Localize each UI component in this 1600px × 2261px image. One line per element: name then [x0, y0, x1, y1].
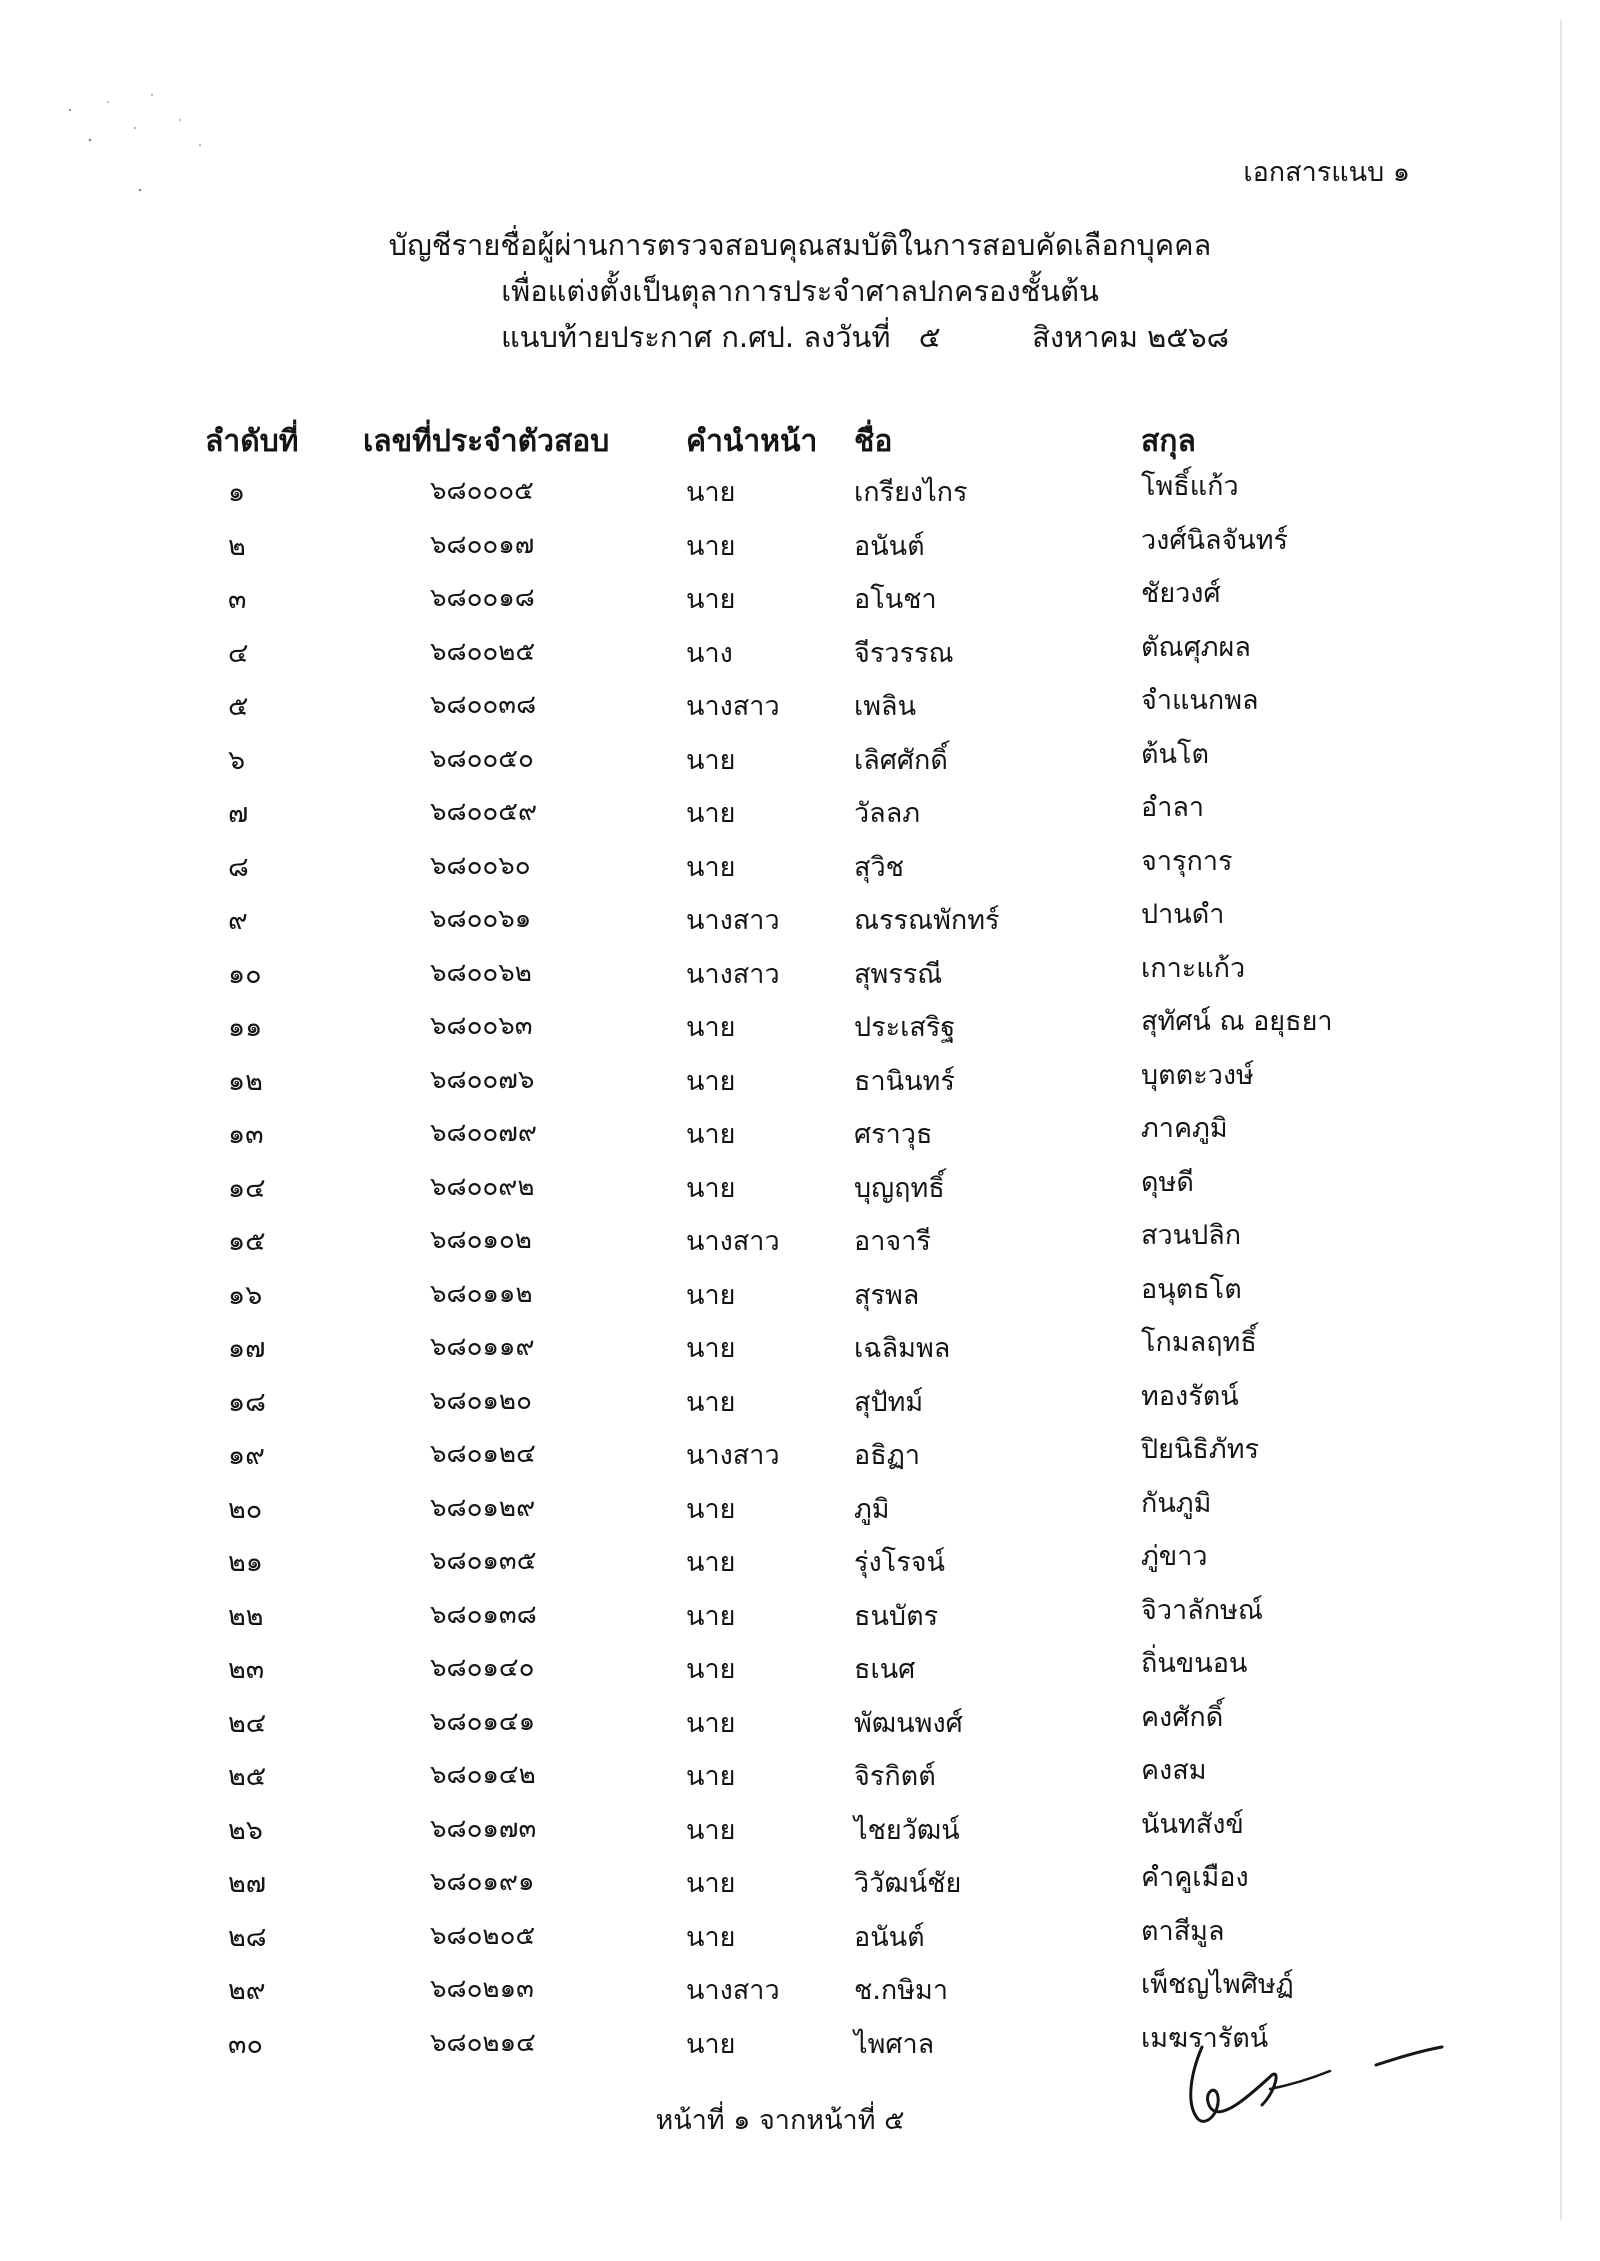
row-no: ๑๔	[228, 1172, 266, 1204]
row-last-name: ปิยนิธิภัทร	[1141, 1434, 1259, 1465]
row-exam-id: ๖๘๐๑๑๒	[430, 1278, 533, 1309]
row-title: นาย	[686, 1761, 736, 1792]
row-exam-id: ๖๘๐๐๖๓	[430, 1011, 533, 1041]
row-first-name: เพลิน	[854, 691, 917, 722]
row-exam-id: ๖๘๐๑๒๐	[430, 1385, 532, 1416]
row-last-name: คงศักดิ์	[1141, 1701, 1224, 1733]
row-last-name: ภาคภูมิ	[1141, 1113, 1228, 1144]
row-exam-id: ๖๘๐๑๙๑	[430, 1867, 535, 1897]
row-exam-id: ๖๘๐๒๑๔	[430, 2027, 536, 2058]
row-exam-id: ๖๘๐๐๑๗	[430, 529, 535, 560]
table-row	[0, 1273, 1600, 1327]
row-no: ๑๘	[228, 1386, 266, 1418]
table-row	[0, 1754, 1600, 1808]
row-exam-id: ๖๘๐๐๗๙	[430, 1118, 537, 1148]
row-first-name: วัลลภ	[854, 798, 921, 829]
row-title: นาย	[686, 1868, 736, 1899]
row-exam-id: ๖๘๐๑๑๙	[430, 1332, 535, 1362]
table-row	[0, 577, 1600, 631]
row-title: นาย	[686, 744, 736, 776]
row-no: ๒๔	[228, 1707, 267, 1739]
row-first-name: ณรรณพักทร์	[854, 905, 1000, 936]
row-first-name: ช.กษิมา	[854, 1975, 949, 2006]
table-row	[0, 1059, 1600, 1113]
row-last-name: ดุษดี	[1141, 1166, 1194, 1198]
title-line-1: บัญชีรายชื่อผู้ผ่านการตรวจสอบคุณสมบัติในการสอบคัดเลือกบุคคล	[388, 228, 1212, 262]
row-no: ๒	[228, 530, 246, 562]
row-exam-id: ๖๘๐๐๙๒	[430, 1171, 535, 1202]
row-first-name: สุพรรณี	[854, 958, 943, 990]
row-title: นาย	[686, 1065, 736, 1097]
row-last-name: บุตตะวงษ์	[1141, 1059, 1254, 1091]
row-title: นาย	[686, 1654, 736, 1685]
row-no: ๓	[228, 584, 247, 615]
row-first-name: สุปัทม์	[854, 1386, 924, 1418]
row-last-name: จิวาลักษณ์	[1141, 1594, 1263, 1626]
row-last-name: สุทัศน์ ณ อยุธยา	[1141, 1006, 1333, 1037]
row-last-name: ตาสีมูล	[1141, 1915, 1225, 1947]
table-row	[0, 631, 1600, 685]
row-last-name: จำแนกพล	[1141, 685, 1259, 716]
row-last-name: ทองรัตน์	[1141, 1380, 1239, 1412]
row-first-name: เลิศศักดิ์	[854, 744, 948, 776]
row-exam-id: ๖๘๐๒๑๓	[430, 1974, 534, 2004]
table-row	[0, 1861, 1600, 1915]
table-row	[0, 524, 1600, 578]
row-no: ๑	[228, 477, 246, 508]
row-first-name: อาจารี	[854, 1226, 931, 1257]
row-title: นาย	[686, 530, 736, 562]
row-exam-id: ๖๘๐๑๓๕	[430, 1546, 537, 1576]
row-first-name: อธิฏา	[854, 1440, 920, 1471]
row-no: ๔	[228, 637, 249, 669]
table-row	[0, 952, 1600, 1006]
handwritten-day: ๕	[918, 320, 941, 354]
row-last-name: ภู่ขาว	[1141, 1541, 1208, 1572]
row-exam-id: ๖๘๐๑๐๒	[430, 1225, 532, 1255]
row-last-name: เพ็ชญไพศิษฏ์	[1141, 1969, 1294, 2000]
row-no: ๒๖	[228, 1814, 263, 1846]
row-first-name: จีรวรรณ	[854, 637, 954, 669]
header-title: คำนำหน้า	[686, 424, 818, 459]
row-no: ๑๒	[228, 1065, 263, 1097]
row-title: นาย	[686, 477, 736, 508]
row-exam-id: ๖๘๐๐๖๒	[430, 957, 532, 988]
row-first-name: ธานินทร์	[854, 1065, 955, 1097]
row-exam-id: ๖๘๐๐๖๐	[430, 850, 531, 881]
table-row	[0, 845, 1600, 899]
row-no: ๘	[228, 851, 249, 883]
row-title: นาย	[686, 798, 736, 829]
table-header	[0, 418, 1600, 474]
row-no: ๑๕	[228, 1226, 266, 1257]
table-row	[0, 470, 1600, 524]
candidate-list	[0, 470, 1600, 2075]
row-last-name: จารุการ	[1141, 845, 1233, 877]
row-title: นางสาว	[686, 1226, 780, 1257]
row-first-name: ศราวุธ	[854, 1119, 933, 1150]
row-no: ๙	[228, 905, 248, 936]
row-exam-id: ๖๘๐๐๑๘	[430, 583, 535, 613]
row-exam-id: ๖๘๐๑๒๙	[430, 1492, 536, 1523]
row-first-name: ภูมิ	[854, 1493, 890, 1525]
table-row	[0, 1487, 1600, 1541]
table-row	[0, 1112, 1600, 1166]
row-exam-id: ๖๘๐๐๒๕	[430, 636, 536, 667]
table-row	[0, 898, 1600, 952]
title-line-3-month-year: สิงหาคม ๒๕๖๘	[1032, 320, 1230, 354]
row-last-name: สวนปลิก	[1141, 1220, 1242, 1251]
header-exam-id: เลขที่ประจำตัวสอบ	[363, 424, 610, 459]
table-row	[0, 738, 1600, 792]
row-title: นาย	[686, 1333, 736, 1364]
row-first-name: ประเสริฐ	[854, 1012, 956, 1043]
table-row	[0, 1540, 1600, 1594]
scan-speckles	[40, 80, 260, 200]
row-no: ๖	[228, 744, 246, 776]
document-title	[0, 222, 1600, 360]
row-title: นางสาว	[686, 1975, 780, 2006]
row-no: ๒๑	[228, 1547, 263, 1578]
row-no: ๑๖	[228, 1279, 263, 1311]
row-no: ๒๓	[228, 1654, 265, 1685]
row-last-name: ต้นโต	[1141, 738, 1210, 770]
title-line-3	[130, 314, 1600, 360]
table-row	[0, 1166, 1600, 1220]
row-exam-id: ๖๘๐๐๖๑	[430, 904, 532, 934]
table-row	[0, 1915, 1600, 1969]
header-no: ลำดับที่	[205, 424, 299, 459]
row-last-name: กันภูมิ	[1141, 1487, 1212, 1519]
title-line-3-prefix: แนบท้ายประกาศ ก.ศป. ลงวันที่	[500, 320, 891, 354]
row-first-name: เฉลิมพล	[854, 1333, 951, 1364]
row-first-name: อโนชา	[854, 584, 937, 615]
row-first-name: เกรียงไกร	[854, 477, 968, 508]
row-exam-id: ๖๘๐๑๔๑	[430, 1706, 536, 1737]
row-title: นางสาว	[686, 1440, 780, 1471]
row-exam-id: ๖๘๐๒๐๕	[430, 1920, 536, 1951]
header-last-name: สกุล	[1141, 424, 1196, 459]
header-first-name: ชื่อ	[854, 424, 893, 459]
row-no: ๒๘	[228, 1921, 267, 1953]
row-last-name: ถิ่นขนอน	[1141, 1648, 1248, 1679]
signature-mark	[1180, 2035, 1480, 2145]
row-title: นาย	[686, 1547, 736, 1578]
row-first-name: ไชยวัฒน์	[854, 1814, 960, 1846]
row-title: นาย	[686, 851, 736, 883]
row-title: นาย	[686, 1012, 736, 1043]
row-title: นางสาว	[686, 691, 780, 722]
row-first-name: พัฒนพงศ์	[854, 1707, 963, 1739]
page-number: หน้าที่ ๑ จากหน้าที่ ๕	[655, 2105, 905, 2136]
row-title: นางสาว	[686, 905, 780, 936]
row-no: ๑๗	[228, 1333, 266, 1364]
row-last-name: ชัยวงศ์	[1141, 578, 1221, 609]
row-first-name: รุ่งโรจน์	[854, 1547, 945, 1578]
table-row	[0, 1808, 1600, 1862]
row-exam-id: ๖๘๐๑๓๘	[430, 1599, 537, 1630]
row-first-name: สุรพล	[854, 1279, 920, 1311]
row-no: ๒๗	[228, 1868, 267, 1899]
row-last-name: วงศ์นิลจันทร์	[1141, 524, 1289, 556]
title-line-2: เพื่อแต่งตั้งเป็นตุลาการประจำศาลปกครองชั้นต้น	[501, 274, 1099, 308]
row-last-name: โพธิ์แก้ว	[1141, 471, 1239, 502]
row-exam-id: ๖๘๐๑๒๔	[430, 1439, 536, 1469]
row-title: นาย	[686, 1119, 736, 1150]
row-first-name: อนันต์	[854, 1921, 925, 1953]
table-row	[0, 1219, 1600, 1273]
table-row	[0, 1433, 1600, 1487]
row-title: นาย	[686, 1707, 736, 1739]
row-no: ๓๐	[228, 2028, 263, 2060]
row-exam-id: ๖๘๐๐๗๖	[430, 1064, 535, 1095]
row-first-name: จิรกิตต์	[854, 1761, 936, 1792]
table-row	[0, 791, 1600, 845]
row-last-name: ตัณศุภผล	[1141, 631, 1251, 663]
row-no: ๒๙	[228, 1975, 266, 2006]
row-exam-id: ๖๘๐๐๐๕	[430, 476, 534, 506]
row-exam-id: ๖๘๐๐๕๙	[430, 797, 538, 827]
row-title: นาย	[686, 1493, 736, 1525]
table-row	[0, 1968, 1600, 2022]
row-no: ๒๕	[228, 1761, 267, 1792]
row-first-name: วิวัฒน์ชัย	[854, 1868, 962, 1899]
row-title: นาง	[686, 637, 733, 669]
row-title: นาย	[686, 1386, 736, 1418]
row-first-name: อนันต์	[854, 530, 925, 562]
table-row	[0, 1005, 1600, 1059]
row-title: นาย	[686, 1921, 736, 1953]
row-first-name: บุญฤทธิ์	[854, 1172, 945, 1204]
row-title: นาย	[686, 1814, 736, 1846]
row-title: นาย	[686, 1600, 736, 1632]
row-exam-id: ๖๘๐๑๔๐	[430, 1653, 535, 1683]
row-first-name: ไพศาล	[854, 2028, 935, 2060]
row-last-name: ปานดำ	[1141, 899, 1225, 930]
row-exam-id: ๖๘๐๑๗๓	[430, 1813, 537, 1844]
row-no: ๑๐	[228, 958, 262, 990]
table-row	[0, 1326, 1600, 1380]
row-no: ๒๐	[228, 1493, 263, 1525]
row-no: ๑๓	[228, 1119, 264, 1150]
row-last-name: อนุตธโต	[1141, 1273, 1242, 1305]
row-last-name: นันทสังข์	[1141, 1808, 1244, 1840]
table-row	[0, 1647, 1600, 1701]
row-first-name: ธเนศ	[854, 1654, 916, 1685]
table-row	[0, 1380, 1600, 1434]
attachment-label: เอกสารแนบ ๑	[1243, 157, 1410, 188]
row-first-name: สุวิช	[854, 851, 904, 883]
row-exam-id: ๖๘๐๐๕๐	[430, 743, 534, 774]
row-no: ๑๙	[228, 1440, 265, 1471]
table-row	[0, 1701, 1600, 1755]
row-exam-id: ๖๘๐๑๔๒	[430, 1760, 536, 1790]
row-last-name: อำลา	[1141, 792, 1205, 823]
row-last-name: คงสม	[1141, 1755, 1207, 1786]
row-no: ๗	[228, 798, 249, 829]
row-title: นาย	[686, 1279, 736, 1311]
row-no: ๕	[228, 691, 249, 722]
row-title: นาย	[686, 2028, 736, 2060]
row-first-name: ธนบัตร	[854, 1600, 939, 1632]
row-last-name: เกาะแก้ว	[1141, 952, 1246, 984]
row-no: ๒๒	[228, 1600, 264, 1632]
row-last-name: คำคูเมือง	[1141, 1862, 1249, 1893]
row-no: ๑๑	[228, 1012, 263, 1043]
row-last-name: โกมลฤทธิ์	[1141, 1327, 1257, 1358]
row-exam-id: ๖๘๐๐๓๘	[430, 690, 537, 720]
table-row	[0, 1594, 1600, 1648]
row-title: นางสาว	[686, 958, 780, 990]
row-title: นาย	[686, 1172, 736, 1204]
row-title: นาย	[686, 584, 736, 615]
row-last-name: เมฆรารัตน์	[1141, 2022, 1269, 2054]
table-row	[0, 684, 1600, 738]
